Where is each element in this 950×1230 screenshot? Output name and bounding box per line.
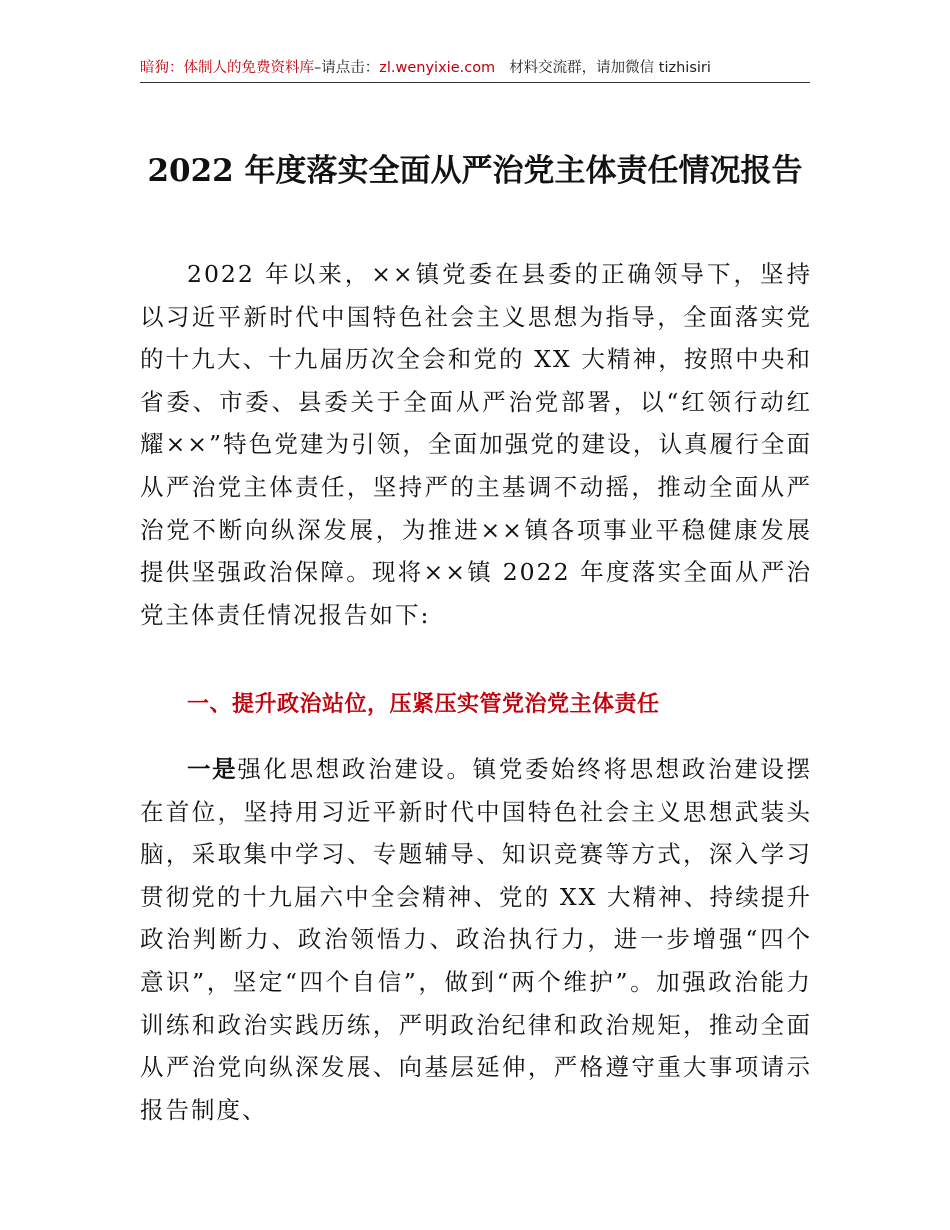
page-header	[140, 56, 810, 80]
section-heading-1: 一、提升政治站位，压紧压实管党治党主体责任	[187, 692, 660, 717]
intro-paragraph: 2022 年以来，××镇党委在县委的正确领导下，坚持以习近平新时代中国特色社会主义思想为指导，全面落实党的十九大、十九届历次全会和党的 XX 大精神，按照中央和省委、市委、县委关于全面从严治党部署，以“红领行动红耀××”特色党建为引领，全面加强党的建设，认真履行全面从严治党主体责任，坚持严的主基调不动摇，推动全面从严治党不断向纵深发展，为推进××镇各项事业平稳健康发展提供坚强政治保障。现将××镇 2022 年度落实全面从严治党主体责任情况报告如下:	[140, 260, 812, 629]
header-link-url[interactable]: zl.wenyixie.com	[379, 60, 496, 76]
header-brand: 暗狗：体制人的免费资料库	[140, 60, 314, 76]
document-title: 2022 年度落实全面从严治党主体责任情况报告	[147, 153, 803, 189]
header-divider	[140, 82, 810, 83]
item-1-text: 强化思想政治建设。镇党委始终将思想政治建设摆在首位，坚持用习近平新时代中国特色社会主义思想武装头脑，采取集中学习、专题辅导、知识竞赛等方式，深入学习贯彻党的十九届六中全会精神、党的 XX 大精神、持续提升政治判断力、政治领悟力、政治执行力，进一步增强“四个意识”，坚定“四个自信”，做到“两个维护”。加强政治能力训练和政治实践历练，严明政治纪律和政治规矩，推动全面从严治党向纵深发展、向基层延伸，严格遵守重大事项请示报告制度、	[140, 755, 813, 1124]
header-contact: 材料交流群，请加微信 tizhisiri	[509, 60, 711, 76]
item-1-lead: 一是	[187, 755, 238, 783]
header-link-prefix: –请点击：	[314, 60, 380, 76]
item-1-paragraph	[140, 748, 812, 1131]
